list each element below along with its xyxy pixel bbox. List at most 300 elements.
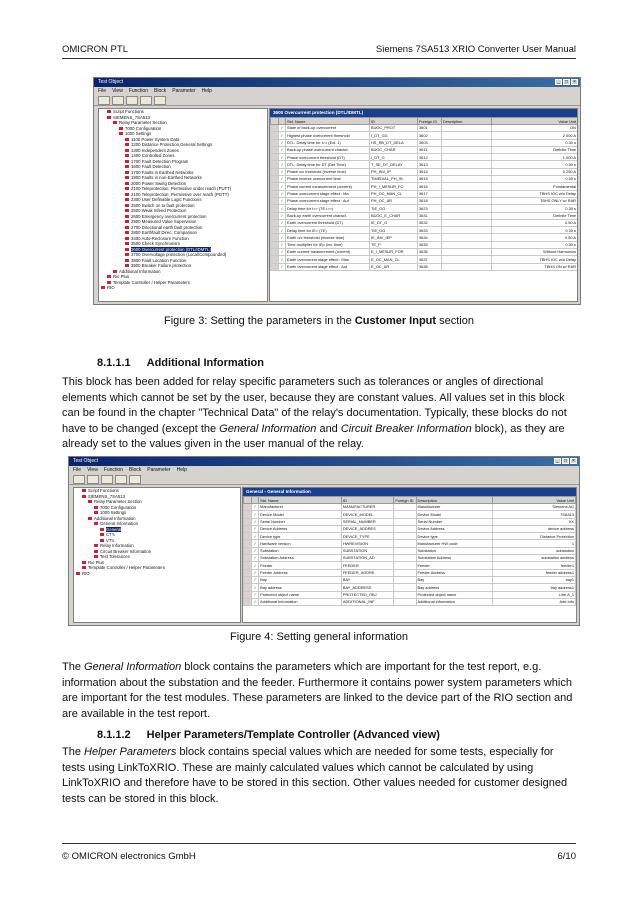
row-header	[271, 168, 279, 175]
cell-id: DEVICE_TYPE	[341, 533, 393, 540]
cell-std-name: Delay time for IE> (TE)	[286, 227, 370, 234]
toolbar	[69, 474, 579, 485]
table-row[interactable]	[244, 591, 576, 598]
folder-icon	[125, 176, 129, 179]
row-header	[271, 227, 279, 234]
cell-foreign-id	[394, 562, 416, 569]
cell-id: TIE_GG	[370, 205, 418, 212]
check-icon[interactable]: ✓	[253, 570, 257, 576]
cell-foreign-id: 3612	[418, 154, 442, 161]
cell-value[interactable]: TBHS ON w/ RAR	[492, 263, 578, 270]
cell-value[interactable]: bay address1	[493, 584, 576, 591]
cell-description	[442, 197, 492, 204]
cell-value[interactable]: feeder address1	[493, 569, 576, 576]
menu-parameter[interactable]: Parameter	[147, 467, 171, 473]
row-header	[271, 176, 279, 183]
cell-std-name: Serial Number	[259, 518, 342, 525]
folder-icon	[119, 132, 123, 135]
tree-node-label: 1400 Controlled Zones	[131, 153, 175, 158]
cell-value[interactable]: TBHS ONLY w/ RAR	[492, 197, 578, 204]
cell-value[interactable]: Without Harmonics	[492, 249, 578, 256]
figure-3-caption: Figure 3: Setting the parameters in the Customer Input section	[164, 315, 474, 327]
check-icon[interactable]: ✓	[280, 242, 284, 248]
table-row[interactable]	[271, 146, 578, 153]
close-icon[interactable]: ×	[571, 79, 578, 85]
cell-description	[442, 132, 492, 139]
tree-node-label: 1100 Power System Data	[131, 136, 180, 142]
cell-std-name: Phase overcurrent threshold (DT)	[286, 154, 370, 161]
row-header	[244, 562, 252, 569]
tree-node-label: 1700 Fault Detection Program	[131, 158, 189, 164]
check-icon[interactable]: ✓	[280, 125, 284, 131]
cell-value[interactable]: 0.50 s	[492, 241, 578, 248]
menu-block[interactable]: Block	[154, 88, 167, 94]
col-std-name[interactable]: Std. Name	[259, 497, 342, 504]
header-left: OMICRON PTL	[62, 44, 128, 55]
cell-value[interactable]: feeder1	[493, 562, 576, 569]
col-id[interactable]: ID	[370, 118, 418, 125]
check-icon[interactable]: ✓	[253, 511, 257, 517]
block-tree[interactable]	[98, 108, 268, 302]
check-icon[interactable]: ✓	[253, 562, 257, 568]
export-icon[interactable]	[115, 475, 127, 484]
cell-value[interactable]: Definite Time	[492, 146, 578, 153]
cell-value[interactable]: Siemens AG	[493, 504, 576, 511]
cell-value[interactable]: Definite Time	[492, 212, 578, 219]
check-icon[interactable]: ✓	[280, 264, 284, 270]
tree-node-label: 2000 Power Swing Detection	[131, 180, 187, 186]
check-icon[interactable]: ✓	[253, 584, 257, 590]
tree-node-label: General	[106, 526, 122, 532]
tree-node-label: Test Tolerances	[100, 554, 130, 559]
tree-node-label: Rio Plus	[113, 274, 130, 279]
table-row[interactable]	[244, 562, 576, 569]
check-icon[interactable]: ✓	[280, 198, 284, 204]
cell-value[interactable]: 2.000 A	[492, 132, 578, 139]
cell-description	[442, 183, 492, 190]
table-row[interactable]	[244, 576, 576, 583]
cell-description	[442, 176, 492, 183]
check-icon[interactable]: ✓	[280, 220, 284, 226]
folder-icon	[107, 116, 111, 119]
import-icon[interactable]	[101, 475, 113, 484]
save-icon[interactable]	[87, 475, 99, 484]
tree-node-label: Script Functions	[88, 488, 119, 493]
cell-value[interactable]: 7SA513	[493, 511, 576, 518]
tree-node-label: RIO	[107, 285, 115, 290]
cell-foreign-id	[394, 511, 416, 518]
cell-foreign-id: 3632	[418, 219, 442, 226]
refresh-icon[interactable]	[154, 96, 166, 105]
cell-id: BAY_ADDRESS	[341, 584, 393, 591]
table-row[interactable]	[271, 227, 578, 234]
cell-description	[442, 139, 492, 146]
table-row[interactable]	[271, 176, 578, 183]
tree-node-label: 2700 Directional earth fault protection	[131, 224, 203, 230]
cell-description: Feeder Address	[416, 569, 493, 576]
col-id[interactable]: ID	[341, 497, 393, 504]
cell-id: FEEDER	[341, 562, 393, 569]
cell-id: PH_INV_IP	[370, 168, 418, 175]
cell-std-name: DTL: Delay time for I>> (Ext. 1)	[286, 139, 370, 146]
menu-function[interactable]: Function	[128, 88, 148, 94]
cell-value[interactable]: 0.250 A	[492, 168, 578, 175]
cell-value[interactable]: Distance Protection	[493, 533, 576, 540]
cell-value[interactable]: substation address	[493, 555, 576, 562]
folder-icon	[125, 198, 129, 201]
check-icon[interactable]: ✓	[280, 154, 284, 160]
folder-icon	[88, 500, 92, 503]
refresh-icon[interactable]	[129, 475, 141, 484]
row-header	[271, 212, 279, 219]
open-icon[interactable]	[98, 96, 110, 105]
cell-id: SERIAL_NUMBER	[341, 518, 393, 525]
cell-std-name: Bay address	[259, 584, 342, 591]
menu-help[interactable]: Help	[176, 467, 187, 473]
export-icon[interactable]	[140, 96, 152, 105]
cell-id: BUOC_E_CHAR	[370, 212, 418, 219]
tree-node-label: 2100 Teleprotection: Permissive over reach (POTT)	[131, 191, 229, 197]
cell-foreign-id: 3631	[418, 212, 442, 219]
cell-description	[442, 146, 492, 153]
cell-value[interactable]: 1	[493, 540, 576, 547]
cell-foreign-id	[394, 576, 416, 583]
row-header	[244, 591, 252, 598]
footer-left: © OMICRON electronics GmbH	[62, 851, 196, 862]
cell-std-name: Earth o/c threshold (inverse time)	[286, 234, 370, 241]
check-icon[interactable]: ✓	[280, 161, 284, 167]
cell-foreign-id: 3611	[418, 146, 442, 153]
cell-description	[442, 256, 492, 263]
cell-value[interactable]: TBHS IOC w/o Delay	[492, 190, 578, 197]
check-icon[interactable]: ✓	[253, 555, 257, 561]
cell-std-name: Feeder	[259, 562, 342, 569]
check-icon[interactable]: ✓	[280, 227, 284, 233]
tree-node-label: 3400 Auto-Reclosure Function	[131, 235, 189, 241]
table-row[interactable]	[244, 540, 576, 547]
folder-icon	[82, 489, 86, 492]
check-icon[interactable]: ✓	[280, 234, 284, 240]
tree-node-label: Relay Information	[100, 543, 134, 548]
cell-id: BUOC_CHAR	[370, 146, 418, 153]
folder-icon	[94, 550, 98, 553]
table-row[interactable]	[271, 234, 578, 241]
tree-node-label: 2100 Teleprotection: Permissive under reach (PUTT)	[131, 186, 232, 191]
heading-8-1-1-2: 8.1.1.2 Helper Parameters/Template Controller (Advanced view)	[97, 729, 440, 741]
header-rule	[62, 58, 576, 59]
check-icon[interactable]: ✓	[280, 132, 284, 138]
check-icon[interactable]: ✓	[280, 183, 284, 189]
col-std-name[interactable]: Std. Name	[286, 118, 370, 125]
row-header	[271, 146, 279, 153]
check-icon[interactable]: ✓	[280, 212, 284, 218]
table-row[interactable]	[244, 584, 576, 591]
folder-icon	[101, 286, 105, 289]
maximize-icon[interactable]: □	[563, 458, 568, 464]
menu-parameter[interactable]: Parameter	[172, 88, 196, 94]
table-row[interactable]	[271, 263, 578, 270]
check-icon[interactable]: ✓	[280, 147, 284, 153]
check-icon[interactable]: ✓	[253, 577, 257, 583]
table-row[interactable]	[271, 197, 578, 204]
save-icon[interactable]	[112, 96, 124, 105]
row-header	[271, 197, 279, 204]
cell-description	[442, 161, 492, 168]
cell-value[interactable]: XX	[493, 518, 576, 525]
check-icon[interactable]: ✓	[253, 504, 257, 510]
col-description[interactable]: Description	[416, 497, 493, 504]
footer-rule	[62, 843, 576, 844]
table-row[interactable]	[271, 183, 578, 190]
cell-std-name: Phase inverse overcurrent time	[286, 176, 370, 183]
cell-description	[442, 227, 492, 234]
menu-file[interactable]: File	[98, 88, 107, 94]
cell-id: ADDITIONAL_INF	[341, 598, 393, 605]
tree-node-label: 1300 Independent Zones	[131, 147, 179, 153]
table-row[interactable]	[244, 533, 576, 540]
table-row[interactable]	[271, 190, 578, 197]
tree-node-label: 3500 Check Synchronism	[131, 241, 180, 246]
table-row[interactable]	[271, 212, 578, 219]
tree-node-label: 1200 Distance Protection,General Settings	[131, 142, 213, 147]
cell-value[interactable]: 0.30 s	[492, 139, 578, 146]
menu-view[interactable]: View	[112, 88, 123, 94]
table-row[interactable]	[271, 139, 578, 146]
block-tree[interactable]	[73, 487, 241, 623]
folder-icon	[125, 204, 129, 207]
check-icon[interactable]: ✓	[253, 599, 257, 605]
cell-id: PH_OC_AR	[370, 197, 418, 204]
cell-foreign-id	[394, 584, 416, 591]
table-row[interactable]	[271, 219, 578, 226]
table-row[interactable]	[244, 547, 576, 554]
cell-std-name: Highest phase overcurrent threshold	[286, 132, 370, 139]
cell-description	[442, 263, 492, 270]
window-title: Test Object	[73, 458, 99, 464]
row-header	[244, 518, 252, 525]
paragraph-general-information: The General Information block contains the parameters which are important for the test report, e.g. information about the substation and the feeder. Furthermore it contains power system parameters which are important for the test modules. These parameters are linked to the device part of the RIO section and are available in the test report.	[62, 661, 573, 720]
tree-node-label: Rio Plus	[88, 559, 105, 565]
menu-view[interactable]: View	[87, 467, 98, 473]
check-icon[interactable]: ✓	[253, 540, 257, 546]
cell-std-name: DTL: Delay time for DT (Def Time)	[286, 161, 370, 168]
menu-block[interactable]: Block	[129, 467, 142, 473]
cell-foreign-id: 3601	[418, 125, 442, 132]
cell-value[interactable]: 0.50 s	[492, 176, 578, 183]
cell-value[interactable]: 0.50 A	[492, 234, 578, 241]
menu-file[interactable]: File	[73, 467, 82, 473]
row-header	[244, 598, 252, 605]
folder-icon	[107, 275, 111, 278]
cell-foreign-id: 3614	[418, 168, 442, 175]
tree-node-label: SIEMENS_7SA513	[88, 493, 126, 499]
folder-icon	[125, 193, 129, 196]
cell-foreign-id	[394, 555, 416, 562]
col-description[interactable]: Description	[442, 118, 492, 125]
close-icon[interactable]: ×	[570, 458, 577, 464]
check-icon[interactable]: ✓	[280, 191, 284, 197]
folder-icon	[82, 561, 86, 564]
table-row[interactable]	[271, 205, 578, 212]
check-icon[interactable]: ✓	[253, 591, 257, 597]
col-value-unit[interactable]: Value Unit	[493, 497, 576, 504]
check-icon[interactable]: ✓	[253, 548, 257, 554]
table-row[interactable]	[271, 161, 578, 168]
cell-id: DEVICE_ADDRES	[341, 525, 393, 532]
menu-function[interactable]: Function	[103, 467, 123, 473]
table-row[interactable]	[271, 256, 578, 263]
parameter-table	[243, 496, 576, 606]
cell-id: IE_DT_G	[370, 219, 418, 226]
tree-node-label: 3800 Fault Location Function	[131, 257, 187, 263]
row-header	[271, 263, 279, 270]
cell-description: Manufacturer HW code	[416, 540, 493, 547]
row-header	[271, 132, 279, 139]
col-foreign-id[interactable]: Foreign ID	[394, 497, 416, 504]
cell-id: SUBSTATION	[341, 547, 393, 554]
cell-value[interactable]: Fundamental	[492, 183, 578, 190]
table-row[interactable]	[271, 125, 578, 132]
cell-id: PH_I_MESUR_FO	[370, 183, 418, 190]
cell-foreign-id: 3634	[418, 234, 442, 241]
folder-icon	[125, 259, 129, 262]
cell-id: TIMEDIAL_PH_IN	[370, 176, 418, 183]
cell-value[interactable]: 0.30 s	[492, 227, 578, 234]
cell-description: Bay	[416, 576, 493, 583]
table-row[interactable]	[271, 249, 578, 256]
cell-foreign-id: 3616	[418, 183, 442, 190]
cell-std-name: Phase overcurrent stage effect : Aut	[286, 197, 370, 204]
minimize-icon[interactable]: _	[554, 458, 561, 464]
parameter-table	[270, 117, 578, 271]
folder-icon	[125, 187, 129, 190]
table-row[interactable]	[244, 518, 576, 525]
cell-value[interactable]: ON	[492, 125, 578, 132]
row-header	[271, 234, 279, 241]
screenshot-customer-input	[93, 77, 581, 305]
cell-value[interactable]: TBHS IOC w/o Delay	[492, 256, 578, 263]
col-value-unit[interactable]: Value Unit	[492, 118, 578, 125]
check-icon[interactable]: ✓	[253, 518, 257, 524]
heading-8-1-1-1: 8.1.1.1 Additional Information	[97, 357, 264, 369]
table-row[interactable]	[244, 504, 576, 511]
table-row[interactable]	[244, 569, 576, 576]
cell-std-name: Back-up phase overcurrent charact.	[286, 146, 370, 153]
cell-value[interactable]: 0.50 A	[492, 219, 578, 226]
check-icon[interactable]: ✓	[280, 256, 284, 262]
cell-value[interactable]: substation	[493, 547, 576, 554]
cell-value[interactable]: 1.000 A	[492, 154, 578, 161]
table-row[interactable]	[244, 598, 576, 605]
cell-description	[442, 125, 492, 132]
cell-std-name: Substation	[259, 547, 342, 554]
check-icon[interactable]: ✓	[280, 139, 284, 145]
folder-icon	[113, 121, 117, 124]
cell-id: BUOC_PROT	[370, 125, 418, 132]
table-row[interactable]	[244, 511, 576, 518]
table-row[interactable]	[244, 525, 576, 532]
cell-description	[442, 154, 492, 161]
cell-description: Device Model	[416, 511, 493, 518]
row-header	[271, 241, 279, 248]
cell-foreign-id: 3602	[418, 132, 442, 139]
cell-std-name: Phase o/c threshold (inverse time)	[286, 168, 370, 175]
cell-description: Feeder	[416, 562, 493, 569]
menu-help[interactable]: Help	[201, 88, 212, 94]
tree-node[interactable]	[74, 571, 240, 577]
tree-node-label: 2900 Measured Value Supervision	[131, 219, 197, 224]
table-row[interactable]	[271, 132, 578, 139]
cell-value[interactable]: 0.50 s	[492, 161, 578, 168]
cell-value[interactable]: 0.30 s	[492, 205, 578, 212]
cell-description: Device Address	[416, 525, 493, 532]
folder-icon	[125, 220, 129, 223]
cell-value[interactable]: Add Info	[493, 598, 576, 605]
col-foreign-id[interactable]: Foreign ID	[418, 118, 442, 125]
tree-node-label: RIO	[82, 570, 90, 576]
cell-foreign-id: 3618	[418, 197, 442, 204]
minimize-icon[interactable]: _	[555, 79, 562, 85]
check-icon[interactable]: ✓	[280, 249, 284, 255]
cell-id: BAY	[341, 576, 393, 583]
open-icon[interactable]	[73, 475, 85, 484]
cell-foreign-id	[394, 598, 416, 605]
tree-node-label: 2500 Switch on to fault protection	[131, 202, 195, 208]
cell-id: T_SE_DT_DELAY	[370, 161, 418, 168]
cell-foreign-id: 3636	[418, 249, 442, 256]
table-row[interactable]	[271, 168, 578, 175]
tree-node-label: Additional Information	[119, 268, 161, 274]
cell-std-name: Device type	[259, 533, 342, 540]
row-header	[271, 161, 279, 168]
maximize-icon[interactable]: □	[564, 79, 569, 85]
screenshot-general-information	[68, 456, 580, 626]
cell-foreign-id	[394, 569, 416, 576]
folder-icon	[125, 264, 129, 267]
folder-icon	[125, 171, 129, 174]
check-icon[interactable]: ✓	[280, 205, 284, 211]
cell-std-name: Earth current measurement (current)	[286, 249, 370, 256]
tree-node-label: Template Controller / Helper Parameters	[113, 279, 190, 285]
tree-node-label: 1700 Faults in Earthed Networks	[131, 169, 194, 175]
cell-std-name: Bay	[259, 576, 342, 583]
check-icon[interactable]: ✓	[280, 176, 284, 182]
folder-icon	[88, 517, 92, 520]
check-icon[interactable]: ✓	[253, 526, 257, 532]
check-icon[interactable]: ✓	[253, 533, 257, 539]
folder-icon	[100, 533, 104, 536]
import-icon[interactable]	[126, 96, 138, 105]
tree-node-label: Script Functions	[113, 109, 144, 114]
tree-node[interactable]	[99, 285, 267, 291]
check-icon[interactable]: ✓	[280, 169, 284, 175]
cell-id: PH_OC_MAN_CL	[370, 190, 418, 197]
cell-value[interactable]: bay1	[493, 576, 576, 583]
tree-node-label: Relay Parameter Section	[119, 120, 167, 125]
tree-node-label: SIEMENS_7SA513	[113, 114, 151, 120]
table-row[interactable]	[271, 154, 578, 161]
parameter-grid	[242, 487, 577, 623]
cell-value[interactable]: device address	[493, 525, 576, 532]
menu-bar	[69, 466, 579, 474]
tree-node-label: 1800 Faults in non-Earthed Networks	[131, 175, 202, 180]
tree-node-label: 2500 Weak Infeed Protection	[131, 208, 187, 213]
cell-foreign-id: 3613	[418, 161, 442, 168]
cell-value[interactable]: Line A_1	[493, 591, 576, 598]
table-row[interactable]	[244, 555, 576, 562]
grid-title: 3600 Overcurrent protection (DTL/IDMTL)	[270, 109, 577, 117]
table-row[interactable]	[271, 241, 578, 248]
